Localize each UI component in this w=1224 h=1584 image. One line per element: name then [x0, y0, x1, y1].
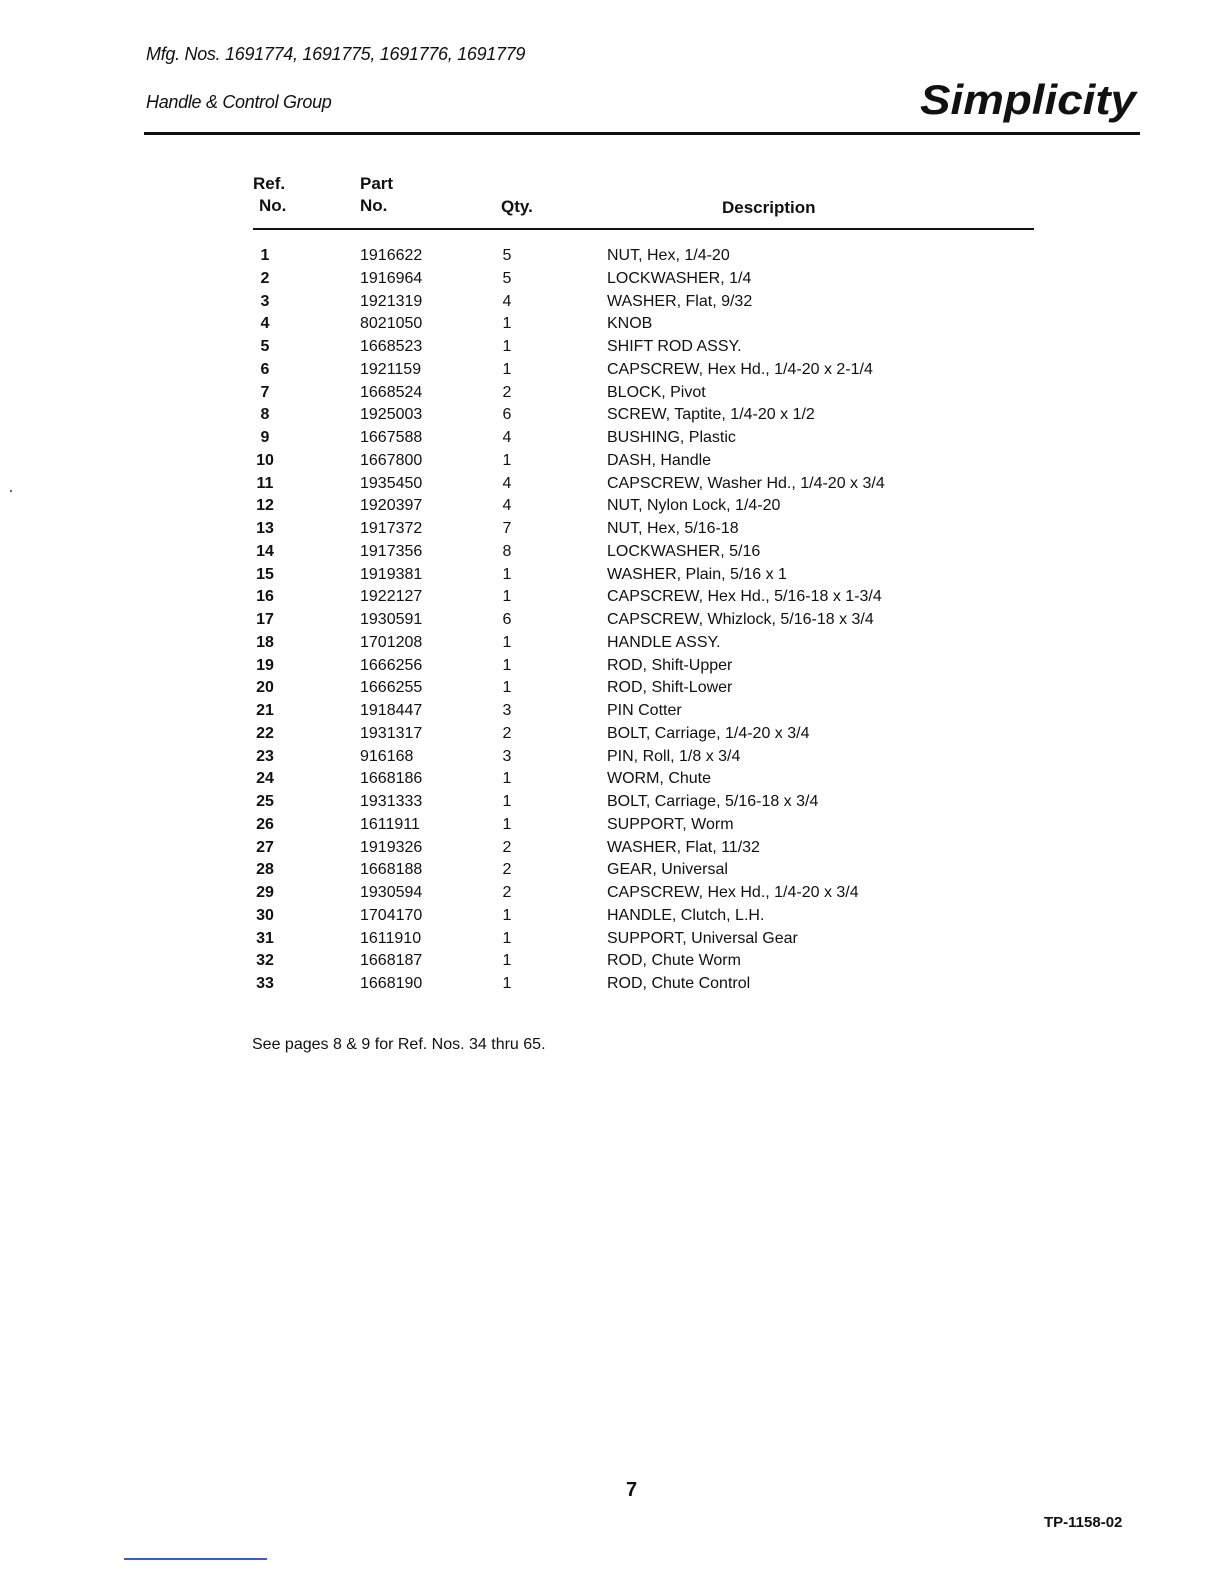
table-row — [0, 291, 1224, 314]
row-description: CAPSCREW, Hex Hd., 5/16-18 x 1-3/4 — [607, 588, 882, 606]
row-part-no: 1916964 — [360, 269, 423, 287]
row-ref-no: 11 — [256, 474, 274, 492]
row-description: WORM, Chute — [607, 770, 712, 788]
row-qty: 1 — [502, 338, 512, 355]
row-qty: 5 — [502, 247, 512, 264]
reference-note: See pages 8 & 9 for Ref. Nos. 34 thru 65. — [252, 1036, 546, 1053]
col-header-ref-line1: Ref. — [253, 174, 286, 193]
row-description: SUPPORT, Universal Gear — [607, 929, 798, 947]
row-ref-no: 25 — [256, 793, 274, 810]
row-description: BOLT, Carriage, 1/4-20 x 3/4 — [607, 724, 810, 742]
row-qty: 5 — [502, 269, 512, 287]
row-part-no: 1930594 — [360, 884, 423, 901]
table-row — [0, 632, 1224, 655]
table-row — [0, 655, 1224, 678]
row-ref-no: 5 — [260, 338, 270, 355]
row-ref-no: 2 — [260, 269, 270, 287]
row-description: LOCKWASHER, 1/4 — [607, 269, 752, 287]
row-ref-no: 14 — [256, 542, 274, 560]
header-rule — [144, 132, 1140, 135]
table-row — [0, 905, 1224, 928]
row-ref-no: 13 — [256, 520, 274, 537]
table-row — [0, 495, 1224, 518]
row-ref-no: 23 — [256, 747, 274, 765]
row-part-no: 1916622 — [360, 247, 423, 264]
row-part-no: 1935450 — [360, 474, 423, 492]
row-part-no: 1704170 — [360, 906, 423, 924]
row-description: WASHER, Flat, 9/32 — [607, 292, 753, 310]
table-row — [0, 791, 1224, 814]
row-ref-no: 33 — [256, 975, 274, 992]
row-description: ROD, Shift-Upper — [607, 656, 733, 674]
document-code: TP-1158-02 — [1044, 1514, 1123, 1531]
mfg-numbers: Mfg. Nos. 1691774, 1691775, 1691776, 1691779 — [146, 44, 526, 64]
row-qty: 2 — [502, 724, 512, 742]
row-part-no: 916168 — [360, 747, 414, 765]
row-part-no: 1917372 — [360, 520, 423, 537]
table-row — [0, 859, 1224, 882]
row-ref-no: 27 — [256, 838, 274, 856]
table-row — [0, 427, 1224, 450]
col-header-part — [360, 173, 393, 217]
table-row — [0, 541, 1224, 564]
row-ref-no: 32 — [256, 952, 274, 970]
row-part-no: 1919381 — [360, 565, 423, 583]
row-description: WASHER, Plain, 5/16 x 1 — [607, 565, 787, 583]
row-ref-no: 16 — [256, 588, 274, 606]
row-qty: 1 — [502, 952, 512, 970]
row-qty: 1 — [502, 451, 512, 469]
row-description: NUT, Hex, 1/4-20 — [607, 247, 730, 264]
row-ref-no: 28 — [256, 861, 274, 879]
parts-table — [0, 245, 1224, 996]
row-description: PIN, Roll, 1/8 x 3/4 — [607, 747, 741, 765]
row-qty: 2 — [502, 838, 512, 856]
col-header-part-line1: Part — [360, 174, 394, 193]
table-row — [0, 950, 1224, 973]
row-description: CAPSCREW, Whizlock, 5/16-18 x 3/4 — [607, 611, 874, 628]
table-row — [0, 450, 1224, 473]
row-qty: 4 — [502, 292, 512, 310]
row-qty: 1 — [502, 656, 512, 674]
row-ref-no: 1 — [260, 247, 270, 264]
row-ref-no: 4 — [260, 315, 270, 333]
row-part-no: 1668188 — [360, 861, 423, 879]
table-row — [0, 245, 1224, 268]
row-description: CAPSCREW, Hex Hd., 1/4-20 x 3/4 — [607, 884, 859, 901]
row-part-no: 1668186 — [360, 770, 423, 788]
row-part-no: 1666256 — [360, 656, 423, 674]
row-qty: 1 — [502, 679, 512, 697]
row-ref-no: 8 — [260, 406, 270, 424]
table-row — [0, 746, 1224, 769]
row-ref-no: 31 — [256, 929, 274, 947]
page-number: 7 — [626, 1479, 638, 1501]
row-qty: 1 — [502, 929, 512, 947]
row-part-no: 1611910 — [360, 929, 422, 947]
table-row — [0, 973, 1224, 996]
brand-logo — [918, 76, 1140, 126]
row-qty: 4 — [502, 474, 512, 492]
table-row — [0, 700, 1224, 723]
row-part-no: 8021050 — [360, 315, 423, 333]
row-qty: 3 — [502, 702, 512, 719]
row-qty: 2 — [502, 861, 512, 879]
row-description: NUT, Nylon Lock, 1/4-20 — [607, 497, 781, 515]
row-part-no: 1930591 — [360, 611, 423, 628]
row-description: HANDLE, Clutch, L.H. — [607, 906, 765, 924]
row-part-no: 1667588 — [360, 429, 423, 446]
row-description: BUSHING, Plastic — [607, 429, 736, 446]
row-part-no: 1668187 — [360, 952, 423, 970]
row-part-no: 1917356 — [360, 542, 423, 560]
row-description: ROD, Chute Control — [607, 975, 751, 992]
table-row — [0, 768, 1224, 791]
row-description: CAPSCREW, Washer Hd., 1/4-20 x 3/4 — [607, 474, 885, 492]
scan-speck — [10, 490, 12, 492]
row-ref-no: 18 — [256, 633, 274, 651]
row-description: BOLT, Carriage, 5/16-18 x 3/4 — [607, 793, 819, 810]
table-row — [0, 586, 1224, 609]
row-part-no: 1668523 — [360, 338, 423, 355]
row-ref-no: 3 — [260, 292, 270, 310]
row-ref-no: 15 — [256, 565, 274, 583]
row-description: CAPSCREW, Hex Hd., 1/4-20 x 2-1/4 — [607, 360, 873, 378]
scan-edge-line — [124, 1558, 267, 1560]
row-qty: 6 — [502, 406, 512, 424]
row-part-no: 1919326 — [360, 838, 423, 856]
row-description: ROD, Chute Worm — [607, 952, 741, 970]
row-ref-no: 24 — [256, 770, 274, 788]
row-qty: 6 — [502, 611, 512, 628]
row-part-no: 1921159 — [360, 360, 422, 378]
table-row — [0, 564, 1224, 587]
row-qty: 2 — [502, 383, 512, 401]
col-header-part-line2: No. — [360, 196, 388, 215]
row-description: SHIFT ROD ASSY. — [607, 338, 742, 355]
row-part-no: 1921319 — [360, 292, 423, 310]
row-part-no: 1931317 — [360, 724, 423, 742]
row-description: PIN Cotter — [607, 702, 682, 719]
table-row — [0, 404, 1224, 427]
row-qty: 1 — [502, 315, 512, 333]
row-ref-no: 29 — [256, 884, 274, 901]
row-qty: 3 — [502, 747, 512, 765]
row-ref-no: 17 — [256, 611, 274, 628]
row-qty: 7 — [502, 520, 512, 537]
table-row — [0, 609, 1224, 632]
group-title: Handle & Control Group — [146, 92, 332, 112]
row-ref-no: 9 — [260, 429, 270, 446]
row-description: DASH, Handle — [607, 451, 712, 469]
col-header-description: Description — [722, 198, 816, 217]
row-description: SUPPORT, Worm — [607, 815, 734, 833]
row-part-no: 1666255 — [360, 679, 423, 697]
row-ref-no: 21 — [256, 702, 274, 719]
row-part-no: 1667800 — [360, 451, 423, 469]
row-part-no: 1668190 — [360, 975, 423, 992]
row-qty: 1 — [502, 815, 512, 833]
row-qty: 4 — [502, 497, 512, 515]
row-part-no: 1920397 — [360, 497, 423, 515]
col-header-ref — [253, 173, 286, 217]
row-ref-no: 20 — [256, 679, 274, 697]
row-description: SCREW, Taptite, 1/4-20 x 1/2 — [607, 406, 815, 424]
table-row — [0, 882, 1224, 905]
row-description: BLOCK, Pivot — [607, 383, 706, 401]
row-description: WASHER, Flat, 11/32 — [607, 838, 760, 856]
row-description: GEAR, Universal — [607, 861, 728, 879]
row-qty: 1 — [502, 360, 512, 378]
row-qty: 1 — [502, 770, 512, 788]
row-qty: 1 — [502, 633, 512, 651]
row-ref-no: 30 — [256, 906, 274, 924]
row-qty: 4 — [502, 429, 512, 446]
row-qty: 1 — [502, 565, 512, 583]
table-row — [0, 723, 1224, 746]
row-ref-no: 19 — [256, 656, 274, 674]
row-part-no: 1668524 — [360, 383, 423, 401]
table-row — [0, 518, 1224, 541]
row-qty: 1 — [502, 906, 512, 924]
row-ref-no: 10 — [256, 451, 274, 469]
row-ref-no: 6 — [260, 360, 270, 378]
table-row — [0, 837, 1224, 860]
row-qty: 2 — [502, 884, 512, 901]
table-row — [0, 814, 1224, 837]
row-qty: 8 — [502, 542, 512, 560]
row-qty: 1 — [502, 793, 512, 810]
row-qty: 1 — [502, 975, 512, 992]
row-part-no: 1922127 — [360, 588, 423, 606]
row-ref-no: 22 — [256, 724, 274, 742]
row-description: KNOB — [607, 315, 653, 333]
row-description: HANDLE ASSY. — [607, 633, 721, 651]
row-description: LOCKWASHER, 5/16 — [607, 542, 761, 560]
col-header-qty: Qty. — [501, 197, 533, 216]
table-row — [0, 677, 1224, 700]
table-row — [0, 473, 1224, 496]
table-row — [0, 336, 1224, 359]
table-row — [0, 928, 1224, 951]
table-row — [0, 313, 1224, 336]
row-ref-no: 26 — [256, 815, 274, 833]
row-ref-no: 7 — [260, 383, 270, 401]
row-ref-no: 12 — [256, 497, 274, 515]
row-part-no: 1611911 — [360, 815, 420, 833]
table-row — [0, 268, 1224, 291]
row-description: NUT, Hex, 5/16-18 — [607, 520, 739, 537]
brand-logo-text: Simplicity — [920, 76, 1139, 123]
row-part-no: 1925003 — [360, 406, 423, 424]
row-part-no: 1701208 — [360, 633, 423, 651]
table-row — [0, 382, 1224, 405]
row-description: ROD, Shift-Lower — [607, 679, 733, 697]
row-qty: 1 — [502, 588, 512, 606]
row-part-no: 1918447 — [360, 702, 423, 719]
row-part-no: 1931333 — [360, 793, 423, 810]
table-row — [0, 359, 1224, 382]
col-header-ref-line2: No. — [259, 196, 287, 215]
table-header-rule — [253, 228, 1034, 230]
